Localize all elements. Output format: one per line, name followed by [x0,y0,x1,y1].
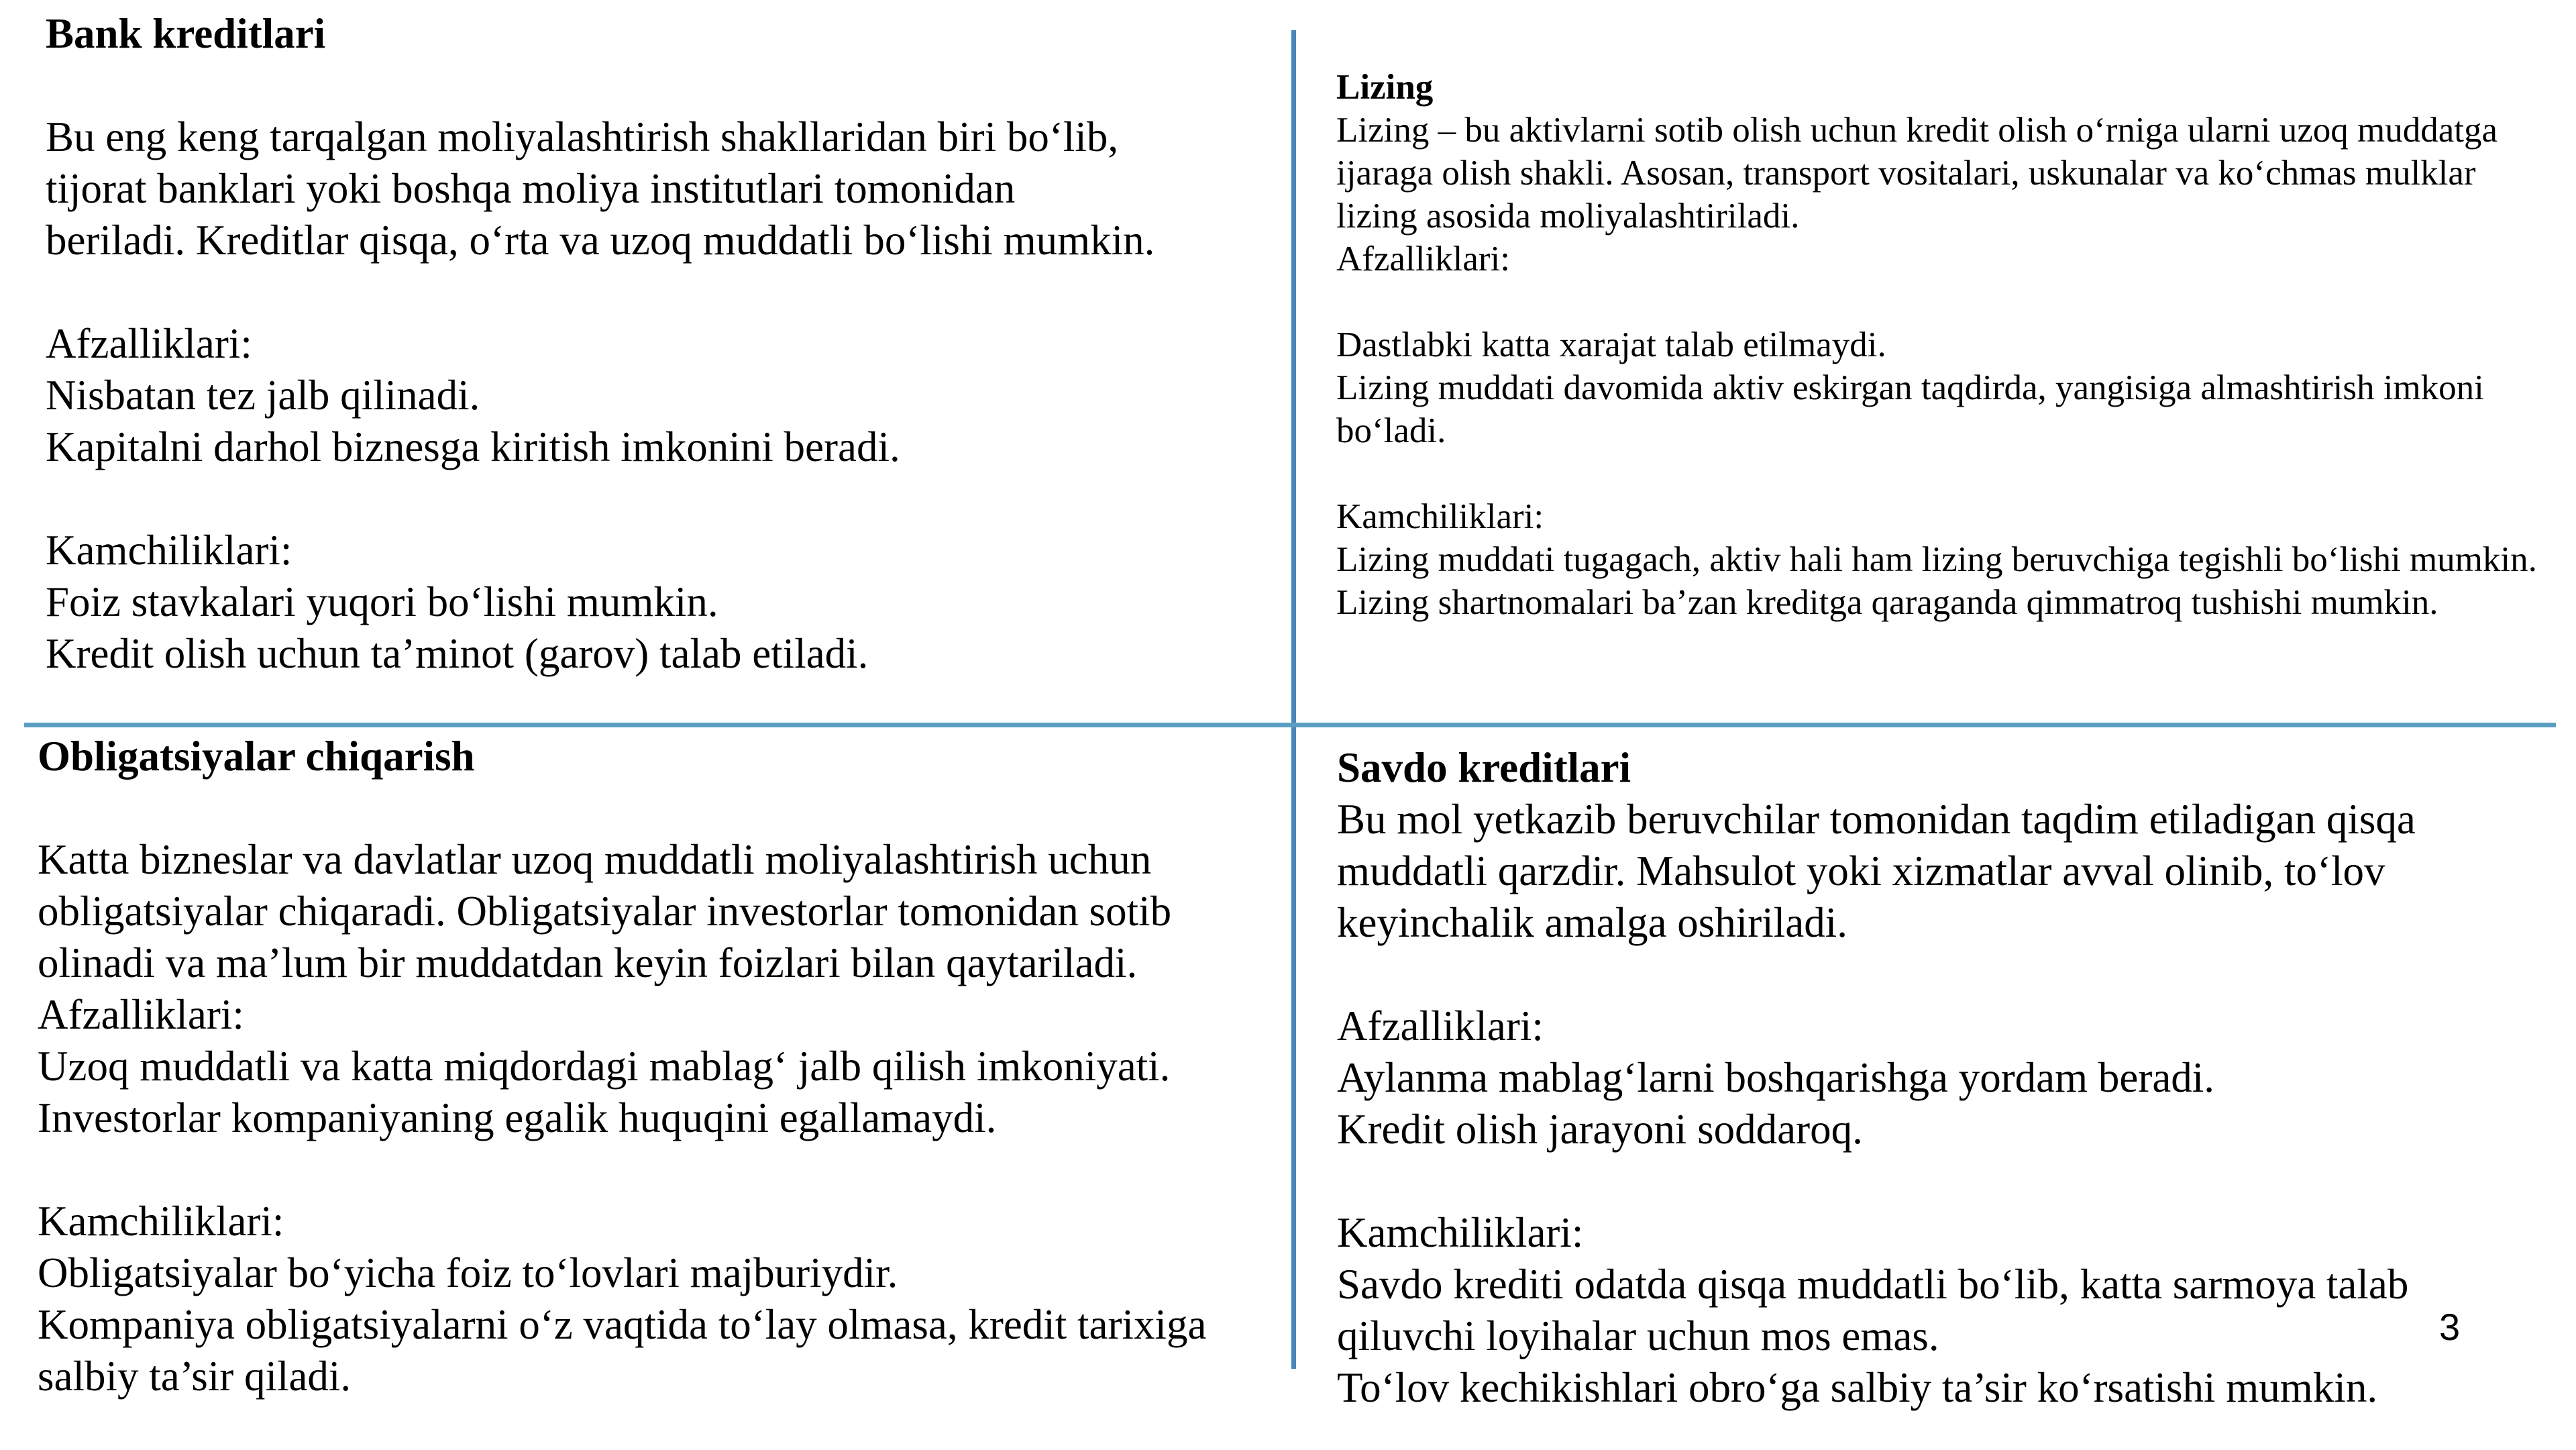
leasing-disadvantage-item: Lizing shartnomalari ba’zan kreditga qaraganda qimmatroq tushishi mumkin. [1336,583,2438,622]
bonds-disadvantage-item: salbiy ta’sir qiladi. [38,1353,352,1400]
trade-credits-advantages-label: Afzalliklari: [1337,1002,1544,1049]
trade-credits-heading: Savdo kreditlari [1337,744,1631,791]
bonds-advantage-item: Uzoq muddatli va katta miqdordagi mablag‘ jalb qilish imkoniyati. [38,1043,1171,1090]
trade-credits-intro-line: muddatli qarzdir. Mahsulot yoki xizmatlar avval olinib, to‘lov [1337,847,2385,894]
bonds-intro-line: obligatsiyalar chiqaradi. Obligatsiyalar investorlar tomonidan sotib [38,888,1172,935]
trade-credits-intro-line: keyinchalik amalga oshiriladi. [1337,899,1848,946]
page-number: 3 [2439,1306,2461,1348]
leasing-advantage-item: Dastlabki katta xarajat talab etilmaydi. [1336,325,1886,364]
bank-credits-advantage-item: Kapitalni darhol biznesga kiritish imkonini beradi. [46,423,900,470]
bank-credits-heading: Bank kreditlari [46,10,326,57]
leasing-intro-line: Lizing – bu aktivlarni sotib olish uchun kredit olish o‘rniga ularni uzoq muddatga [1336,111,2498,150]
spacer [38,1144,1206,1196]
trade-credits-disadvantage-item: To‘lov kechikishlari obro‘ga salbiy ta’sir ko‘rsatishi mumkin. [1337,1364,2378,1411]
leasing-disadvantage-item: Lizing muddati tugagach, aktiv hali ham lizing beruvchiga tegishli bo‘lishi mumkin. [1336,540,2537,579]
bonds-advantages-label: Afzalliklari: [38,991,244,1038]
trade-credits-disadvantage-item: Savdo krediti odatda qisqa muddatli bo‘lib, katta sarmoya talab [1337,1261,2409,1308]
spacer [46,473,1155,525]
spacer [46,60,1155,111]
horizontal-divider [24,723,2556,727]
bonds-section [38,731,1206,1402]
leasing-advantage-item: bo‘ladi. [1336,411,1446,450]
spacer [1336,280,2537,323]
leasing-disadvantages-label: Kamchiliklari: [1336,497,1544,536]
trade-credits-intro-line: Bu mol yetkazib beruvchilar tomonidan taqdim etiladigan qisqa [1337,796,2416,843]
bonds-intro-line: Katta biznеslar va davlatlar uzoq muddatli moliyalashtirish uchun [38,836,1152,883]
leasing-intro-line: lizing asosida moliyalashtiriladi. [1336,197,1800,236]
spacer [1337,1155,2416,1207]
bank-credits-intro-line: tijorat banklari yoki boshqa moliya institutlari tomonidan [46,165,1016,212]
trade-credits-disadvantages-label: Kamchiliklari: [1337,1209,1584,1256]
bank-credits-advantages-label: Afzalliklari: [46,320,252,367]
vertical-divider [1291,30,1296,1369]
bank-credits-disadvantage-item: Kredit olish uchun ta’minot (garov) talab etiladi. [46,630,869,677]
bonds-disadvantage-item: Kompaniya obligatsiyalarni o‘z vaqtida to‘lay olmasa, kredit tarixiga [38,1301,1207,1348]
bank-credits-advantage-item: Nisbatan tez jalb qilinadi. [46,372,480,419]
bank-credits-section [46,8,1155,680]
bonds-intro-line: olinadi va ma’lum bir muddatdan keyin foizlari bilan qaytariladi. [38,939,1138,986]
spacer [1337,949,2416,1000]
leasing-section [1336,66,2537,624]
spacer [1336,452,2537,495]
leasing-advantages-label: Afzalliklari: [1336,240,1510,278]
spacer [38,782,1206,834]
spacer [46,266,1155,318]
trade-credits-advantage-item: Aylanma mablag‘larni boshqarishga yordam beradi. [1337,1054,2215,1101]
bank-credits-disadvantage-item: Foiz stavkalari yuqori bo‘lishi mumkin. [46,578,718,625]
leasing-advantage-item: Lizing muddati davomida aktiv eskirgan taqdirda, yangisiga almashtirish imkoni [1336,368,2484,407]
leasing-heading: Lizing [1336,68,1434,107]
bank-credits-intro-line: Bu eng keng tarqalgan moliyalashtirish shakllaridan biri bo‘lib, [46,113,1119,160]
bonds-advantage-item: Investorlar kompaniyaning egalik huquqini egallamaydi. [38,1094,997,1141]
bank-credits-disadvantages-label: Kamchiliklari: [46,527,292,574]
trade-credits-advantage-item: Kredit olish jarayoni soddaroq. [1337,1106,1863,1153]
bonds-heading: Obligatsiyalar chiqarish [38,733,475,780]
bonds-disadvantages-label: Kamchiliklari: [38,1198,284,1245]
bank-credits-intro-line: beriladi. Kreditlar qisqa, o‘rta va uzoq muddatli bo‘lishi mumkin. [46,217,1155,264]
trade-credits-section [1337,742,2416,1414]
trade-credits-disadvantage-item: qiluvchi loyihalar uchun mos emas. [1337,1312,1939,1359]
bonds-disadvantage-item: Obligatsiyalar bo‘yicha foiz to‘lovlari majburiydir. [38,1249,898,1296]
leasing-intro-line: ijaraga olish shakli. Asosan, transport vositalari, uskunalar va ko‘chmas mulklar [1336,154,2476,193]
